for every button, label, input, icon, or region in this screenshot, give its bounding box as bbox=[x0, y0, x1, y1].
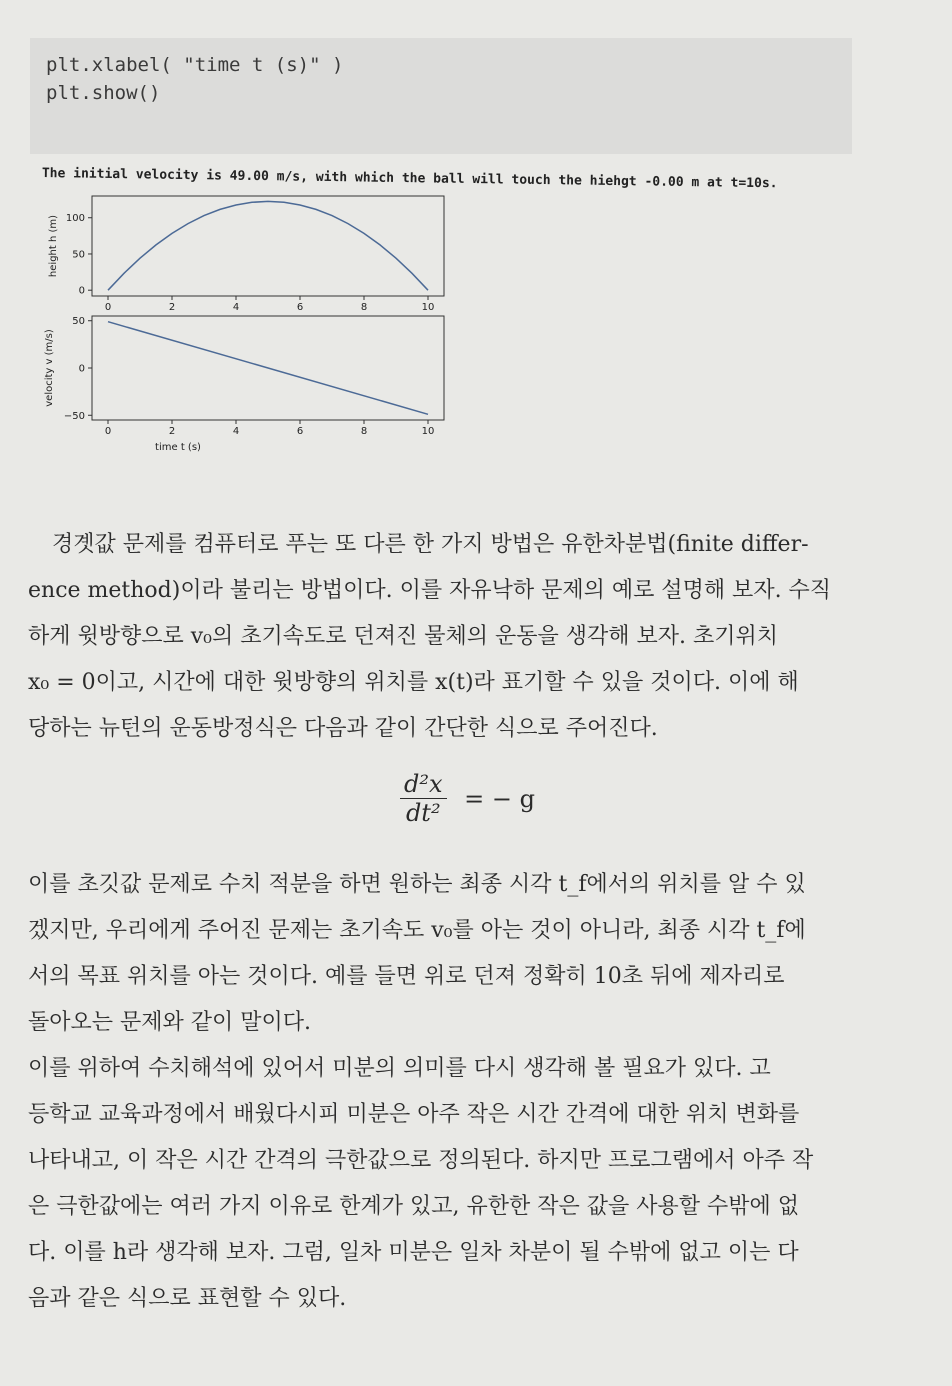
text-line: 음과 같은 식으로 표현할 수 있다. bbox=[28, 1286, 347, 1311]
velocity-plot bbox=[44, 316, 444, 453]
text-line: 하게 윗방향으로 v₀의 초기속도로 던져진 물체의 운동을 생각해 보자. 초기위치 bbox=[28, 624, 778, 649]
equation-denominator: dt² bbox=[405, 799, 441, 827]
x-tick-label: 6 bbox=[296, 426, 304, 437]
text-line: 이를 위하여 수치해석에 있어서 미분의 의미를 다시 생각해 볼 필요가 있다. 고 bbox=[28, 1056, 771, 1081]
text-line: 겠지만, 우리에게 주어진 문제는 초기속도 v₀를 아는 것이 아니라, 최종 시각 t_f에 bbox=[28, 918, 806, 943]
text-line: 이를 초깃값 문제로 수치 적분을 하면 원하는 최종 시각 t_f에서의 위치를 알 수 있 bbox=[28, 872, 806, 897]
series-line bbox=[108, 322, 428, 415]
height-plot bbox=[48, 196, 444, 313]
paragraph-body bbox=[28, 862, 876, 1322]
equation-numerator: d²x bbox=[400, 770, 447, 799]
x-tick-label: 8 bbox=[360, 426, 368, 437]
y-tick-label: 0 bbox=[78, 363, 85, 375]
x-tick-label: 2 bbox=[168, 426, 176, 437]
code-line-2: plt.show() bbox=[46, 82, 161, 104]
x-tick-label: 6 bbox=[296, 302, 304, 313]
text-line: ence method)이라 불리는 방법이다. 이를 자유낙하 문제의 예로 설명해 보자. 수직 bbox=[28, 578, 832, 603]
figure-caption: The initial velocity is 49.00 m/s, with which the ball will touch the hiehgt -0.00 m at t=10s. bbox=[41, 166, 778, 192]
y-tick-label: 100 bbox=[65, 213, 85, 225]
text-line: 경곗값 문제를 컴퓨터로 푸는 또 다른 한 가지 방법은 유한차분법(finite differ- bbox=[52, 532, 809, 557]
y-tick-label: 0 bbox=[78, 285, 85, 297]
y-tick-label: −50 bbox=[63, 410, 85, 422]
text-line: 다. 이를 h라 생각해 보자. 그럼, 일차 미분은 일차 차분이 될 수밖에 없고 이는 다 bbox=[28, 1240, 799, 1265]
text-line: 당하는 뉴턴의 운동방정식은 다음과 같이 간단한 식으로 주어진다. bbox=[28, 716, 658, 741]
y-axis-label: height h (m) bbox=[48, 214, 59, 278]
x-tick-label: 2 bbox=[168, 302, 176, 313]
x-tick-label: 10 bbox=[421, 302, 435, 313]
y-axis-label: velocity v (m/s) bbox=[44, 329, 55, 407]
x-tick-label: 10 bbox=[421, 426, 435, 437]
figure-plots bbox=[0, 0, 952, 480]
x-tick-label: 8 bbox=[360, 302, 368, 313]
y-tick-label: 50 bbox=[72, 249, 85, 261]
x-tick-label: 4 bbox=[232, 426, 240, 437]
x-tick-label: 4 bbox=[232, 302, 240, 313]
equation bbox=[400, 770, 535, 827]
text-line: 서의 목표 위치를 아는 것이다. 예를 들면 위로 던져 정확히 10초 뒤에 제자리로 bbox=[28, 964, 785, 989]
equation-fraction bbox=[400, 770, 447, 827]
x-tick-label: 0 bbox=[104, 302, 112, 313]
text-line: 등학교 교육과정에서 배웠다시피 미분은 아주 작은 시간 간격에 대한 위치 변화를 bbox=[28, 1102, 800, 1127]
paragraph-intro bbox=[28, 522, 876, 752]
x-axis-label: time t (s) bbox=[155, 442, 201, 453]
code-line-1: plt.xlabel( "time t (s)" ) bbox=[46, 54, 344, 76]
text-line: 나타내고, 이 작은 시간 간격의 극한값으로 정의된다. 하지만 프로그램에서 아주 작 bbox=[28, 1148, 814, 1173]
y-tick-label: 50 bbox=[72, 316, 85, 328]
plot-frame bbox=[92, 196, 444, 296]
equation-rhs: = − g bbox=[464, 784, 536, 813]
series-line bbox=[108, 201, 428, 290]
x-tick-label: 0 bbox=[104, 426, 112, 437]
text-line: 은 극한값에는 여러 가지 이유로 한계가 있고, 유한한 작은 값을 사용할 수밖에 없 bbox=[28, 1194, 799, 1219]
text-line: 돌아오는 문제와 같이 말이다. bbox=[28, 1010, 311, 1035]
text-line: x₀ = 0이고, 시간에 대한 윗방향의 위치를 x(t)라 표기할 수 있을 것이다. 이에 해 bbox=[28, 670, 799, 695]
